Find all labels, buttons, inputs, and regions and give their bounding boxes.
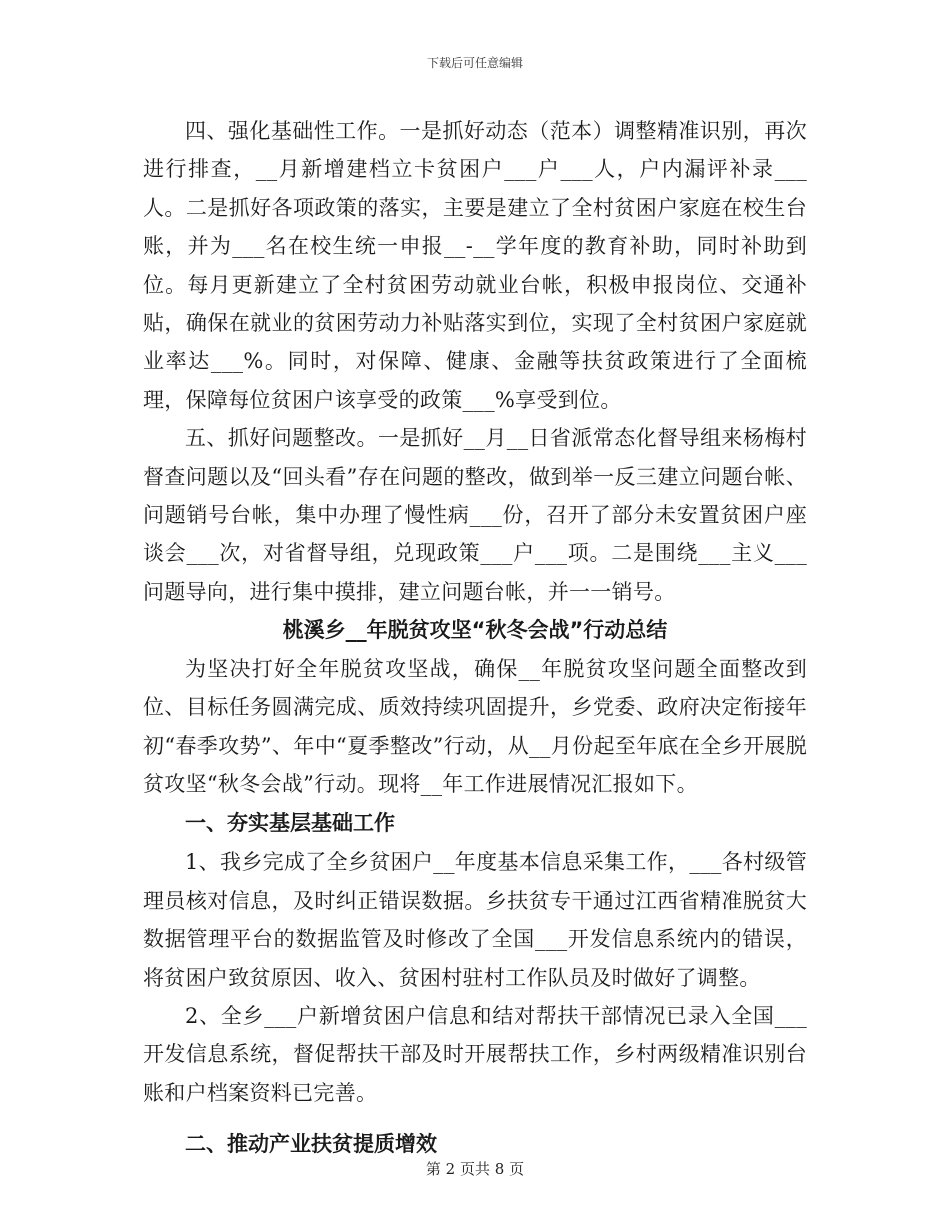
heading-two: 二、推动产业扶贫提质增效 — [185, 1132, 437, 1157]
heading-one: 一、夯实基层基础工作 — [185, 811, 395, 836]
paragraph-section-four: 四、强化基础性工作。一是抓好动态（范本）调整精准识别，再次进行排查，__月新增建档立卡贫困户___户___人，户内漏评补录___人。二是抓好各项政策的落实，主要是建立了全村贫困户家庭在校生台账，并为___名在校生统一申报__-__学年度的教育补助，同时补助到位。每月更新建立了全村贫困劳动就业台帐，积极申报岗位、交通补贴，确保在就业的贫困劳动力补贴落实到位，实现了全村贫困户家庭就业率达___%。同时，对保障、健康、金融等扶贫政策进行了全面梳理，保障每位贫困户该享受的政策___%享受到位。 — [143, 119, 807, 412]
document-title: 桃溪乡__年脱贫攻坚“秋冬会战”行动总结 — [282, 618, 668, 643]
paragraph-intro: 为坚决打好全年脱贫攻坚战，确保__年脱贫攻坚问题全面整改到位、目标任务圆满完成、质效持续巩固提升，乡党委、政府决定衔接年初“春季攻势”、年中“夏季整改”行动，从__月份起至年底在全乡开展脱贫攻坚“秋冬会战”行动。现将__年工作进展情况汇报如下。 — [143, 656, 807, 796]
document-body — [143, 112, 807, 1164]
paragraph-item-two: 2、全乡___户新增贫困户信息和结对帮扶干部情况已录入全国___开发信息系统，督促帮扶干部及时开展帮扶工作，乡村两级精准识别台账和户档案资料已完善。 — [143, 1003, 807, 1105]
page-footer: 第 2 页共 8 页 — [425, 1160, 525, 1178]
page-header: 下载后可任意编辑 — [426, 56, 523, 70]
paragraph-item-one: 1、我乡完成了全乡贫困户__年度基本信息采集工作，___各村级管理员核对信息，及时纠正错误数据。乡扶贫专干通过江西省精准脱贫大数据管理平台的数据监管及时修改了全国___开发信息系统内的错误，将贫困户致贫原因、收入、贫困村驻村工作队员及时做好了调整。 — [143, 850, 807, 990]
paragraph-section-five: 五、抓好问题整改。一是抓好__月__日省派常态化督导组来杨梅村督查问题以及“回头看”存在问题的整改，做到举一反三建立问题台帐、问题销号台帐，集中办理了慢性病___份，召开了部分未安置贫困户座谈会___次，对省督导组，兑现政策___户___项。二是围绕___主义___问题导向，进行集中摸排，建立问题台帐，并一一销号。 — [143, 426, 807, 604]
